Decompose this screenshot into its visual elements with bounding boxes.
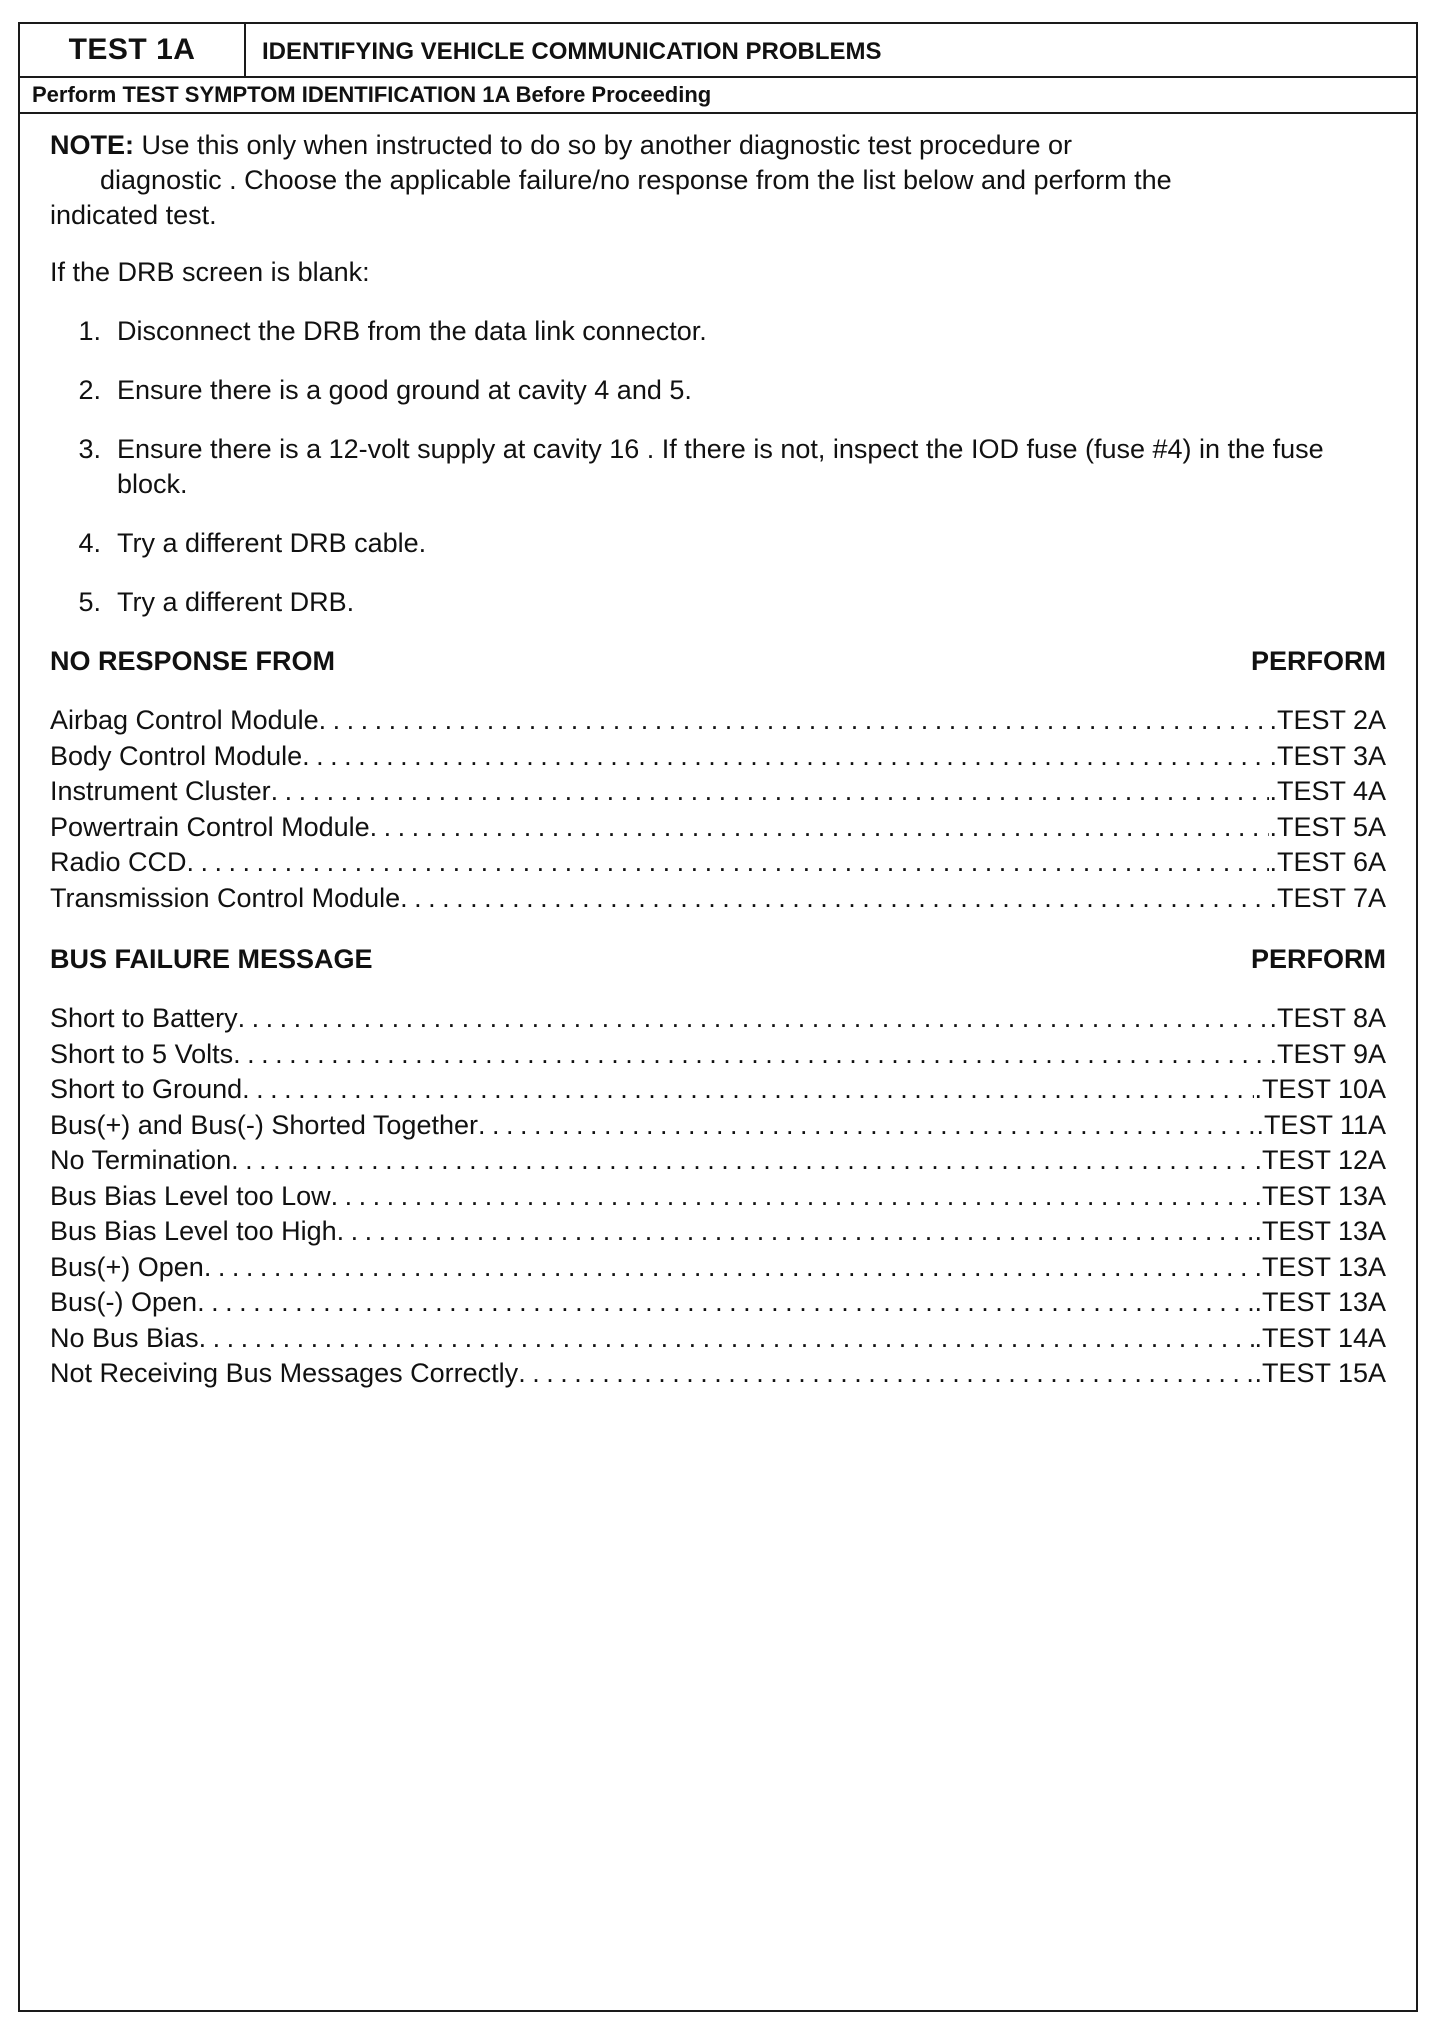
leader-dots: [518, 1356, 1254, 1392]
note: [50, 128, 1386, 233]
step-item: [50, 526, 1386, 561]
step-item: [50, 432, 1386, 502]
list-item: [50, 739, 1386, 775]
leader-dots: [400, 881, 1269, 917]
entry-label: Bus(+) Open: [50, 1251, 204, 1282]
entry-label: Radio CCD: [50, 847, 187, 877]
bus-failure-heading: BUS FAILURE MESSAGE: [50, 944, 373, 974]
entry-target: .TEST 15A: [1254, 1358, 1386, 1388]
note-line-1: Use this only when instructed to do so by another diagnostic test procedure or: [134, 130, 1073, 160]
entry-label: Bus Bias Level too Low: [50, 1180, 331, 1211]
entry-label: Powertrain Control Module: [50, 811, 370, 842]
entry-target: .TEST 14A: [1254, 1322, 1386, 1353]
list-item: [50, 845, 1386, 881]
entry-target: .TEST 6A: [1269, 847, 1386, 877]
entry-target: .TEST 10A: [1254, 1074, 1386, 1104]
list-item: [50, 1179, 1386, 1215]
note-label: NOTE:: [50, 130, 134, 160]
entry-label: Not Receiving Bus Messages Correctly: [50, 1358, 519, 1388]
test-title: IDENTIFYING VEHICLE COMMUNICATION PROBLEMS: [262, 38, 882, 65]
entry-label: Bus(-) Open: [50, 1287, 198, 1317]
step-number: 3.: [78, 434, 101, 464]
leader-dots: [233, 1037, 1269, 1073]
step-number: 1.: [78, 316, 101, 346]
entry-target: .TEST 7A: [1269, 882, 1386, 913]
list-item: [50, 1037, 1386, 1073]
note-line-3: indicated test.: [50, 200, 217, 230]
no-response-perform-heading: PERFORM: [1251, 646, 1386, 676]
entry-target: .TEST 5A: [1269, 811, 1386, 842]
entry-label: Airbag Control Module: [50, 705, 319, 735]
entry-target: .TEST 3A: [1269, 740, 1386, 771]
leader-dots: [238, 1001, 1270, 1037]
step-text: Try a different DRB cable.: [117, 528, 427, 558]
leader-dots: [370, 810, 1270, 846]
leader-dots: [242, 1072, 1254, 1108]
entry-label: Bus(+) and Bus(-) Shorted Together: [50, 1109, 478, 1140]
document-page: [18, 22, 1418, 2012]
list-item: [50, 1143, 1386, 1179]
list-item: [50, 1001, 1386, 1037]
leader-dots: [197, 1285, 1254, 1321]
step-item: [50, 373, 1386, 408]
leader-dots: [302, 739, 1269, 775]
leader-dots: [204, 1250, 1255, 1286]
list-item: [50, 881, 1386, 917]
list-item: [50, 1250, 1386, 1286]
leader-dots: [337, 1214, 1255, 1250]
step-number: 5.: [78, 587, 101, 617]
bus-failure-list: [50, 1001, 1386, 1392]
step-number: 2.: [78, 375, 101, 405]
leader-dots: [319, 703, 1270, 739]
list-item: [50, 774, 1386, 810]
list-item: [50, 703, 1386, 739]
header-row: [20, 24, 1416, 78]
leader-dots: [271, 774, 1270, 810]
entry-target: .TEST 12A: [1254, 1145, 1386, 1175]
steps-list: [50, 314, 1386, 620]
list-item: [50, 1285, 1386, 1321]
leader-dots: [199, 1321, 1255, 1357]
entry-target: .TEST 9A: [1269, 1038, 1386, 1069]
entry-target: .TEST 13A: [1254, 1216, 1386, 1246]
entry-label: Transmission Control Module: [50, 882, 401, 913]
leader-dots: [231, 1143, 1254, 1179]
entry-label: Bus Bias Level too High: [50, 1216, 337, 1246]
leader-dots: [187, 845, 1270, 881]
step-number: 4.: [78, 528, 101, 558]
test-id: TEST 1A: [20, 24, 246, 76]
entry-target: .TEST 13A: [1254, 1251, 1386, 1282]
entry-target: .TEST 13A: [1254, 1180, 1386, 1211]
leader-dots: [331, 1179, 1255, 1215]
note-line-2: diagnostic . Choose the applicable failure/no response from the list below and perform the: [100, 165, 1172, 195]
entry-label: Short to Ground: [50, 1074, 243, 1104]
bus-failure-heading-row: [50, 942, 1386, 977]
document-body: [20, 114, 1416, 1392]
list-item: [50, 1356, 1386, 1392]
entry-label: No Termination: [50, 1145, 232, 1175]
step-text: Disconnect the DRB from the data link connector.: [117, 316, 707, 346]
step-item: [50, 585, 1386, 620]
entry-target: .TEST 4A: [1269, 776, 1386, 806]
step-text: Ensure there is a 12-volt supply at cavity 16 . If there is not, inspect the IOD fuse (fuse #4) in the fuse block.: [117, 434, 1324, 499]
leader-dots: [478, 1108, 1256, 1144]
no-response-heading-row: [50, 644, 1386, 679]
entry-target: .TEST 2A: [1269, 705, 1386, 735]
entry-target: .TEST 8A: [1269, 1003, 1386, 1033]
list-item: [50, 1072, 1386, 1108]
list-item: [50, 1321, 1386, 1357]
step-text: Try a different DRB.: [117, 587, 355, 617]
list-item: [50, 810, 1386, 846]
no-response-heading: NO RESPONSE FROM: [50, 646, 336, 676]
step-item: [50, 314, 1386, 349]
entry-label: Instrument Cluster: [50, 776, 271, 806]
list-item: [50, 1214, 1386, 1250]
list-item: [50, 1108, 1386, 1144]
no-response-list: [50, 703, 1386, 916]
entry-label: No Bus Bias: [50, 1322, 199, 1353]
subheader: Perform TEST SYMPTOM IDENTIFICATION 1A Before Proceeding: [20, 78, 1416, 114]
step-text: Ensure there is a good ground at cavity 4 and 5.: [117, 375, 692, 405]
entry-label: Body Control Module: [50, 740, 303, 771]
bus-failure-perform-heading: PERFORM: [1251, 944, 1386, 974]
blank-screen-intro: If the DRB screen is blank:: [50, 257, 370, 287]
entry-label: Short to 5 Volts: [50, 1038, 234, 1069]
entry-target: .TEST 11A: [1256, 1109, 1386, 1140]
entry-label: Short to Battery: [50, 1003, 238, 1033]
entry-target: .TEST 13A: [1254, 1287, 1386, 1317]
